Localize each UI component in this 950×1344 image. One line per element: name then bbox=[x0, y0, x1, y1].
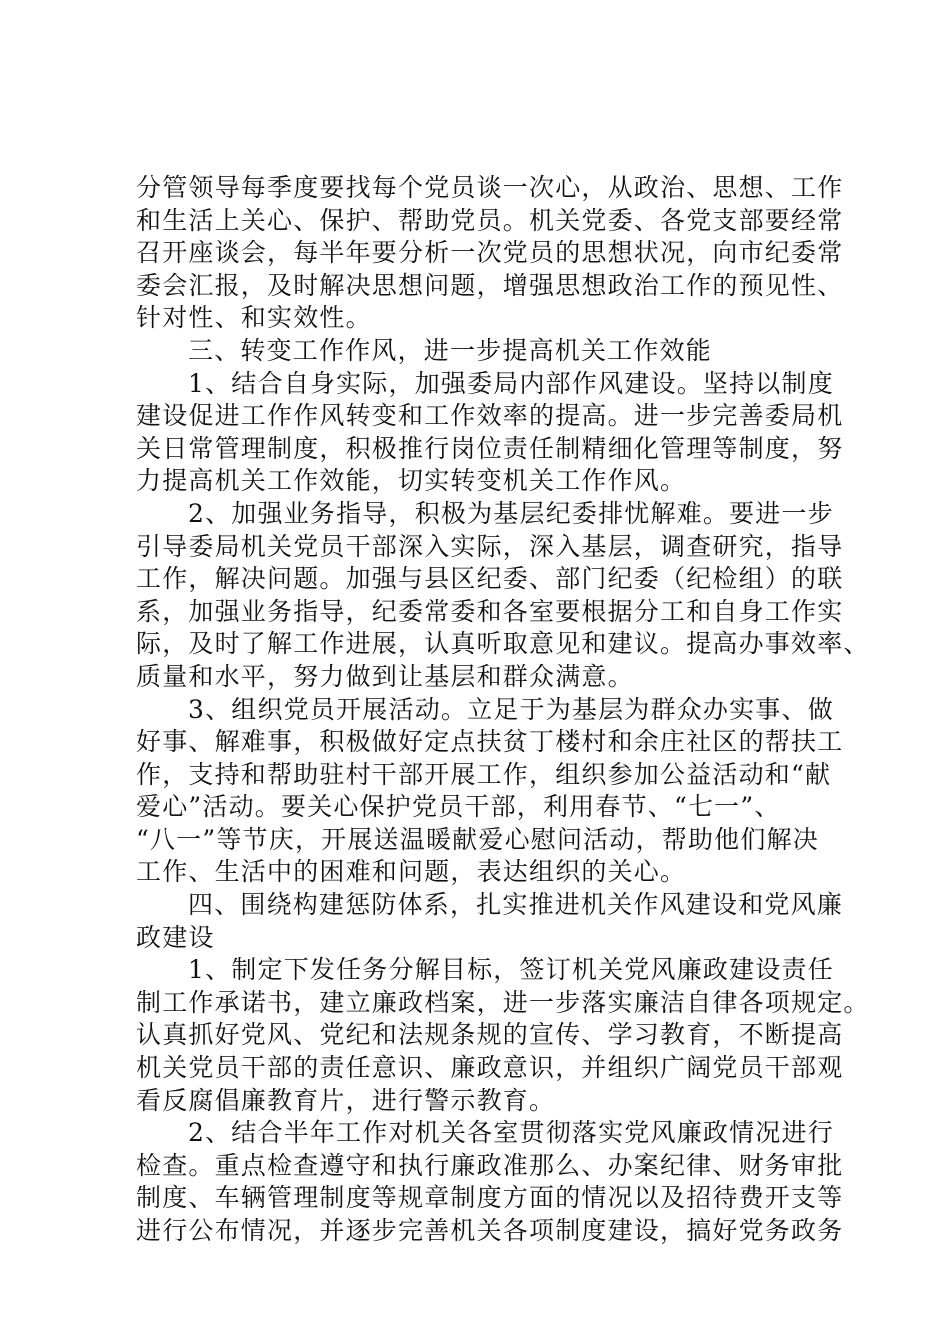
text-line: 政建设 bbox=[136, 922, 215, 952]
text-line: 召开座谈会，每半年要分析一次党员的思想状况，向市纪委常 bbox=[136, 238, 844, 268]
text-line: 分管领导每季度要找每个党员谈一次心，从政治、思想、工作 bbox=[136, 173, 844, 202]
text-line: 制工作承诺书，建立廉政档案，进一步落实廉洁自律各项规定。 bbox=[136, 987, 870, 1017]
text-line: 爱心”活动。要关心保护党员干部，利用春节、“七一”、 bbox=[136, 792, 781, 822]
text-line: “八一”等节庆，开展送温暖献爱心慰问活动，帮助他们解决 bbox=[136, 824, 819, 854]
text-line: 三、转变工作作风，进一步提高机关工作效能 bbox=[188, 335, 713, 365]
text-line: 质量和水平，努力做到让基层和群众满意。 bbox=[136, 661, 634, 691]
text-line: 2、加强业务指导，积极为基层纪委排忧解难。要进一步 bbox=[188, 498, 834, 528]
text-line: 1、结合自身实际，加强委局内部作风建设。坚持以制度 bbox=[188, 368, 834, 398]
text-line: 作，支持和帮助驻村干部开展工作，组织参加公益活动和“献 bbox=[136, 759, 832, 789]
text-line: 工作，解决问题。加强与县区纪委、部门纪委（纪检组）的联 bbox=[136, 564, 844, 594]
text-line: 和生活上关心、保护、帮助党员。机关党委、各党支部要经常 bbox=[136, 205, 844, 235]
text-line: 关日常管理制度，积极推行岗位责任制精细化管理等制度，努 bbox=[136, 433, 844, 463]
text-line: 检查。重点检查遵守和执行廉政准那么、办案纪律、财务审批 bbox=[136, 1150, 844, 1180]
text-line: 针对性、和实效性。 bbox=[136, 303, 372, 333]
text-line: 建设促进工作作风转变和工作效率的提高。进一步完善委局机 bbox=[136, 401, 844, 431]
text-line: 1、制定下发任务分解目标，签订机关党风廉政建设责任 bbox=[188, 955, 834, 985]
text-line: 看反腐倡廉教育片，进行警示教育。 bbox=[136, 1085, 556, 1115]
text-line: 际，及时了解工作进展，认真听取意见和建议。提高办事效率、 bbox=[136, 629, 870, 659]
text-line: 认真抓好党风、党纪和法规条规的宣传、学习教育，不断提高 bbox=[136, 1020, 844, 1050]
text-line: 工作、生活中的困难和问题，表达组织的关心。 bbox=[136, 857, 687, 887]
text-line: 力提高机关工作效能，切实转变机关工作作风。 bbox=[136, 466, 687, 496]
text-line: 好事、解难事，积极做好定点扶贫丁楼村和余庄社区的帮扶工 bbox=[136, 727, 844, 757]
text-line: 四、围绕构建惩防体系，扎实推进机关作风建设和党风廉 bbox=[188, 890, 844, 920]
text-line: 2、结合半年工作对机关各室贯彻落实党风廉政情况进行 bbox=[188, 1118, 834, 1148]
text-line: 进行公布情况，并逐步完善机关各项制度建设，搞好党务政务 bbox=[136, 1216, 844, 1245]
text-line: 3、组织党员开展活动。立足于为基层为群众办实事、做 bbox=[188, 694, 834, 724]
document-body bbox=[136, 172, 870, 1248]
text-line: 机关党员干部的责任意识、廉政意识，并组织广阔党员干部观 bbox=[136, 1053, 844, 1083]
text-line: 系，加强业务指导，纪委常委和各室要根据分工和自身工作实 bbox=[136, 596, 844, 626]
text-line: 委会汇报，及时解决思想问题，增强思想政治工作的预见性、 bbox=[136, 270, 844, 300]
text-line: 引导委局机关党员干部深入实际，深入基层，调查研究，指导 bbox=[136, 531, 844, 561]
text-line: 制度、车辆管理制度等规章制度方面的情况以及招待费开支等 bbox=[136, 1183, 844, 1213]
